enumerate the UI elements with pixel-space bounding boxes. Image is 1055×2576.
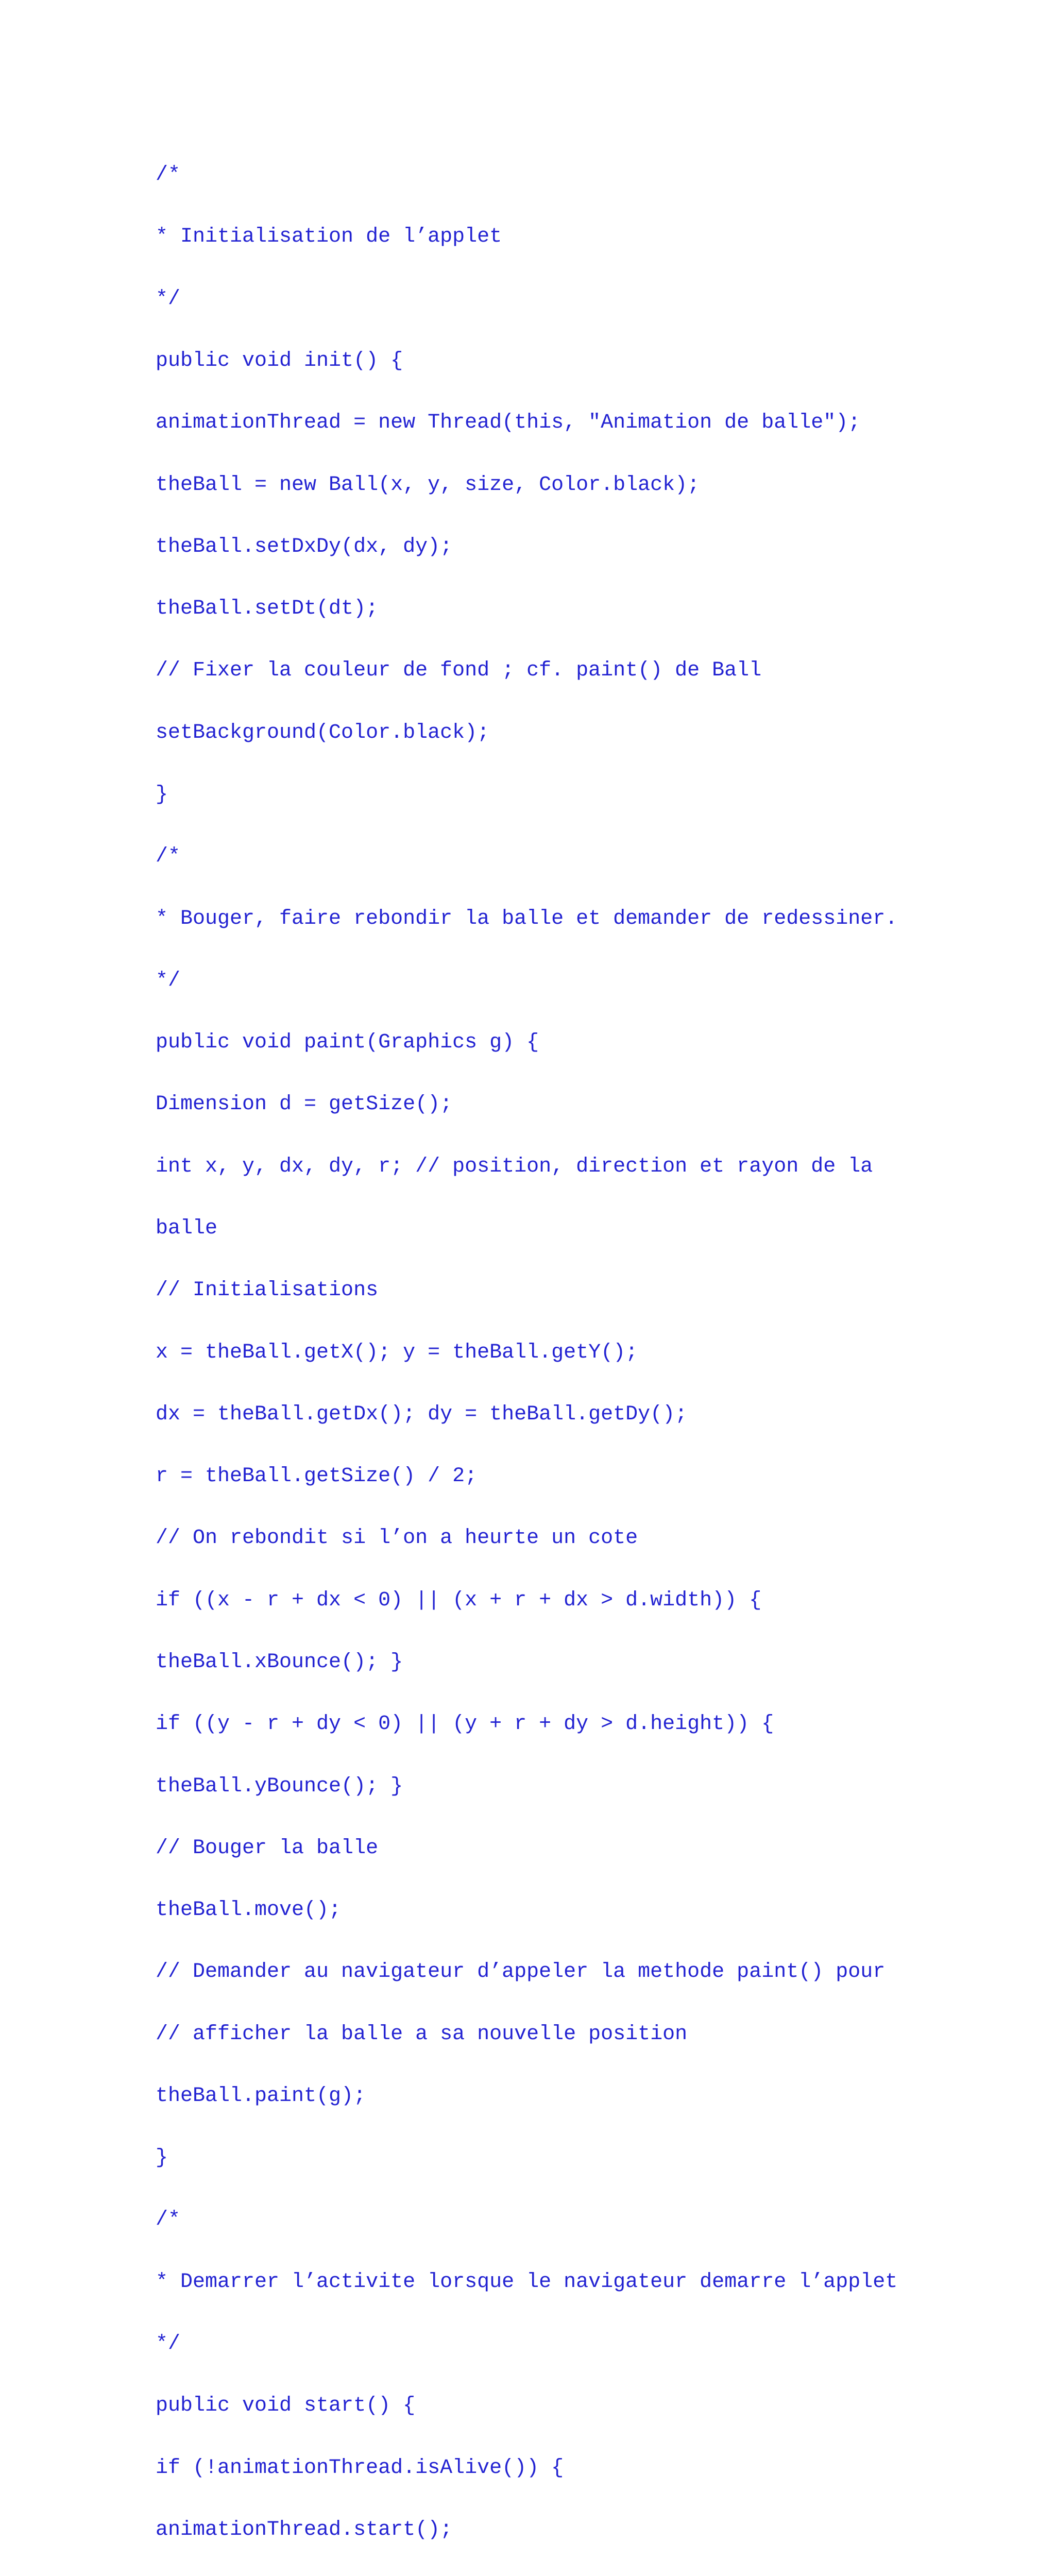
code-line: theBall.setDt(dt);: [156, 597, 379, 621]
code-line: */: [156, 287, 181, 311]
code-line: theBall.setDxDy(dx, dy);: [156, 535, 453, 558]
code-line: public void start() {: [156, 2394, 416, 2418]
code-line: Dimension d = getSize();: [156, 1093, 453, 1116]
code-line: x = theBall.getX(); y = theBall.getY();: [156, 1341, 638, 1364]
code-line: * Bouger, faire rebondir la balle et demander de redessiner.: [156, 907, 898, 930]
code-line: r = theBall.getSize() / 2;: [156, 1465, 478, 1488]
code-line: animationThread = new Thread(this, "Animation de balle");: [156, 411, 861, 435]
code-line: }: [156, 2146, 168, 2170]
code-line: /*: [156, 845, 181, 869]
code-line: /*: [156, 163, 181, 187]
code-line: setBackground(Color.black);: [156, 721, 490, 744]
code-line: if ((x - r + dx < 0) || (x + r + dx > d.width)) {: [156, 1588, 762, 1612]
code-line: // On rebondit si l’on a heurte un cote: [156, 1527, 638, 1550]
code-line: balle: [156, 1216, 218, 1240]
code-line: int x, y, dx, dy, r; // position, direction et rayon de la: [156, 1155, 873, 1178]
code-line: theBall.yBounce(); }: [156, 1774, 403, 1798]
code-line: theBall = new Ball(x, y, size, Color.black);: [156, 473, 700, 497]
code-line: * Initialisation de l’applet: [156, 225, 502, 249]
code-line: dx = theBall.getDx(); dy = theBall.getDy();: [156, 1402, 688, 1426]
code-line: */: [156, 2332, 181, 2356]
code-line: theBall.xBounce(); }: [156, 1650, 403, 1674]
code-line: // afficher la balle a sa nouvelle position: [156, 2022, 688, 2046]
code-line: // Bouger la balle: [156, 1836, 379, 1860]
code-line: /*: [156, 2208, 181, 2232]
code-line: if (!animationThread.isAlive()) {: [156, 2456, 564, 2480]
code-line: if ((y - r + dy < 0) || (y + r + dy > d.height)) {: [156, 1713, 774, 1736]
code-line: public void paint(Graphics g) {: [156, 1031, 539, 1055]
code-listing: [156, 124, 1031, 2576]
code-line: theBall.move();: [156, 1899, 342, 1922]
code-line: * Demarrer l’activite lorsque le navigateur demarre l’applet: [156, 2270, 898, 2294]
code-line: theBall.paint(g);: [156, 2084, 366, 2108]
code-line: */: [156, 969, 181, 992]
code-line: // Initialisations: [156, 1279, 379, 1302]
code-line: public void init() {: [156, 349, 403, 373]
code-line: // Demander au navigateur d’appeler la methode paint() pour: [156, 1960, 886, 1984]
code-line: }: [156, 783, 168, 806]
code-line: animationThread.start();: [156, 2518, 453, 2541]
code-line: // Fixer la couleur de fond ; cf. paint() de Ball: [156, 659, 762, 683]
